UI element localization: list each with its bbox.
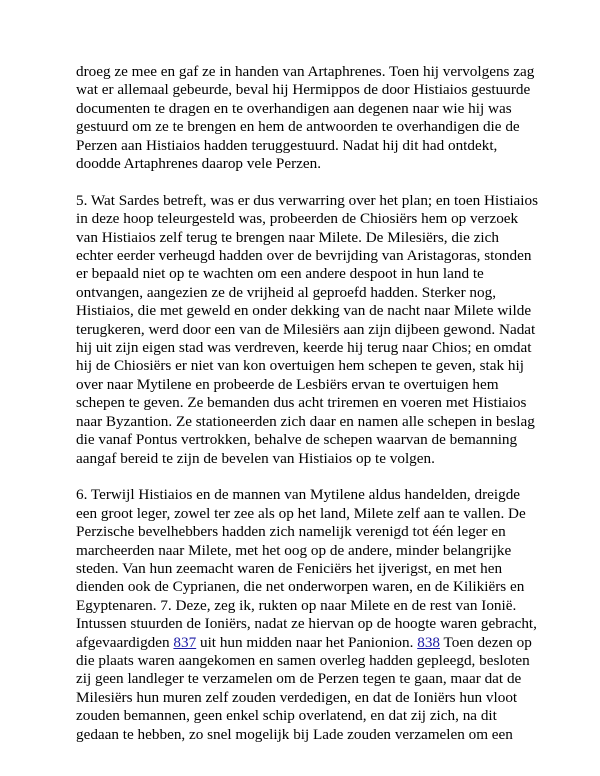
text-line: zij geen landleger te verzamelen om de Perzen tegen te gaan, maar dat de: [76, 670, 522, 688]
text-line: terugkeren, werd door een van de Milesiërs aan zijn dijbeen gewond. Nadat: [76, 320, 536, 338]
paragraph-1: [76, 63, 534, 173]
text-line: in deze hoop teleurgesteld was, probeerden de Chiosiërs hem op verzoek: [76, 210, 519, 228]
text-line: Histiaios, die met geweld en onder dekking van de nacht naar Milete wilde: [76, 302, 532, 320]
text-line: hij de Chiosiërs er niet van kon overtuigen hem schepen te geven, stak hij: [76, 357, 524, 375]
text-line: marcheerden naar Milete, met het oog op de andere, minder belangrijke: [76, 541, 512, 559]
text-line: van Histiaios zelf terug te brengen naar Milete. De Milesiërs, die zich: [76, 228, 499, 246]
text-line: Perzen aan Histiaios hadden teruggestuurd. Nadat hij dit had ontdekt,: [76, 136, 498, 154]
text-line: aangaf bereid te zijn de bevelen van Histiaios op te volgen.: [76, 449, 435, 467]
text-line: die vanaf Pontus vertrokken, behalve de schepen waarvan de bemanning: [76, 431, 518, 449]
paragraph-2: [76, 191, 539, 468]
text-line: gestuurd om ze te brengen en hem de antwoorden te overhandigen die de: [76, 118, 520, 136]
text-line: Intussen stuurden de Ioniërs, nadat ze hiervan op de hoogte waren gebracht,: [76, 615, 537, 633]
text-line-with-footnote: [76, 634, 534, 652]
text-line: 5. Wat Sardes betreft, was er dus verwarring over het plan; en toen Histiaios: [76, 191, 539, 209]
text-line: Egyptenaren. 7. Deze, zeg ik, rukten op naar Milete en de rest van Ionië.: [76, 596, 517, 614]
text-line: Milesiërs hun muren zelf zouden verdedigen, en dat de Ioniërs hun vloot: [76, 688, 518, 706]
text-line: 6. Terwijl Histiaios en de mannen van Mytilene aldus handelden, dreigde: [76, 486, 521, 504]
text-line: droeg ze mee en gaf ze in handen van Artaphrenes. Toen hij vervolgens zag: [76, 63, 535, 80]
text-line: een groot leger, zowel ter zee als op het land, Milete zelf aan te vallen. De: [76, 504, 526, 522]
text-fragment: afgevaardigden: [76, 633, 174, 651]
text-line: documenten te dragen en te overhandigen aan degenen naar wie hij was: [76, 99, 512, 117]
text-line: schepen te geven. Ze bemanden dus acht triremen en voeren met Histiaios: [76, 394, 527, 412]
text-line: zouden bemannen, geen enkel schip overlatend, en dat zij zich, na dit: [76, 707, 497, 725]
text-line: er bepaald niet op te wachten om een andere despoot in hun land te: [76, 265, 484, 283]
text-line: doodde Artaphrenes daarop vele Perzen.: [76, 155, 322, 173]
text-line: hij uit zijn eigen stad was verdreven, keerde hij terug naar Chios; en omdat: [76, 339, 532, 357]
text-line: die plaats waren aangekomen en samen overleg hadden gepleegd, besloten: [76, 651, 530, 669]
text-line: ontvangen, aangezien ze de vrijheid al geproefd hadden. Sterker nog,: [76, 283, 497, 301]
text-line: gedaan te hebben, zo snel mogelijk bij Lade zouden verzamelen om een: [76, 725, 513, 743]
paragraph-3: [76, 486, 537, 744]
text-line: wat er allemaal gebeurde, beval hij Hermippos de door Histiaios gestuurde: [76, 81, 531, 99]
text-line: over naar Mytilene en probeerde de Lesbiërs ervan te overtuigen hem: [76, 375, 499, 393]
text-line: echter eerder verheugd hadden over de bevrijding van Aristagoras, stonden: [76, 247, 532, 265]
text-fragment: uit hun midden naar het Panionion.: [196, 633, 418, 651]
text-line: naar Byzantion. Ze stationeerden zich daar en namen alle schepen in beslag: [76, 412, 535, 430]
text-line: Perzische bevelhebbers hadden zich namelijk verenigd tot één leger en: [76, 523, 506, 541]
text-line: steden. Van hun zeemacht waren de Feniciërs het ijverigst, en met hen: [76, 559, 503, 577]
footnote-link-837[interactable]: 837: [173, 633, 197, 651]
footnote-link-838[interactable]: 838: [417, 633, 440, 651]
text-line: dienden ook de Cyprianen, die net onderworpen waren, en de Kilikiërs en: [76, 578, 525, 596]
document-page: [76, 63, 539, 762]
text-fragment: Toen dezen op: [440, 633, 532, 651]
